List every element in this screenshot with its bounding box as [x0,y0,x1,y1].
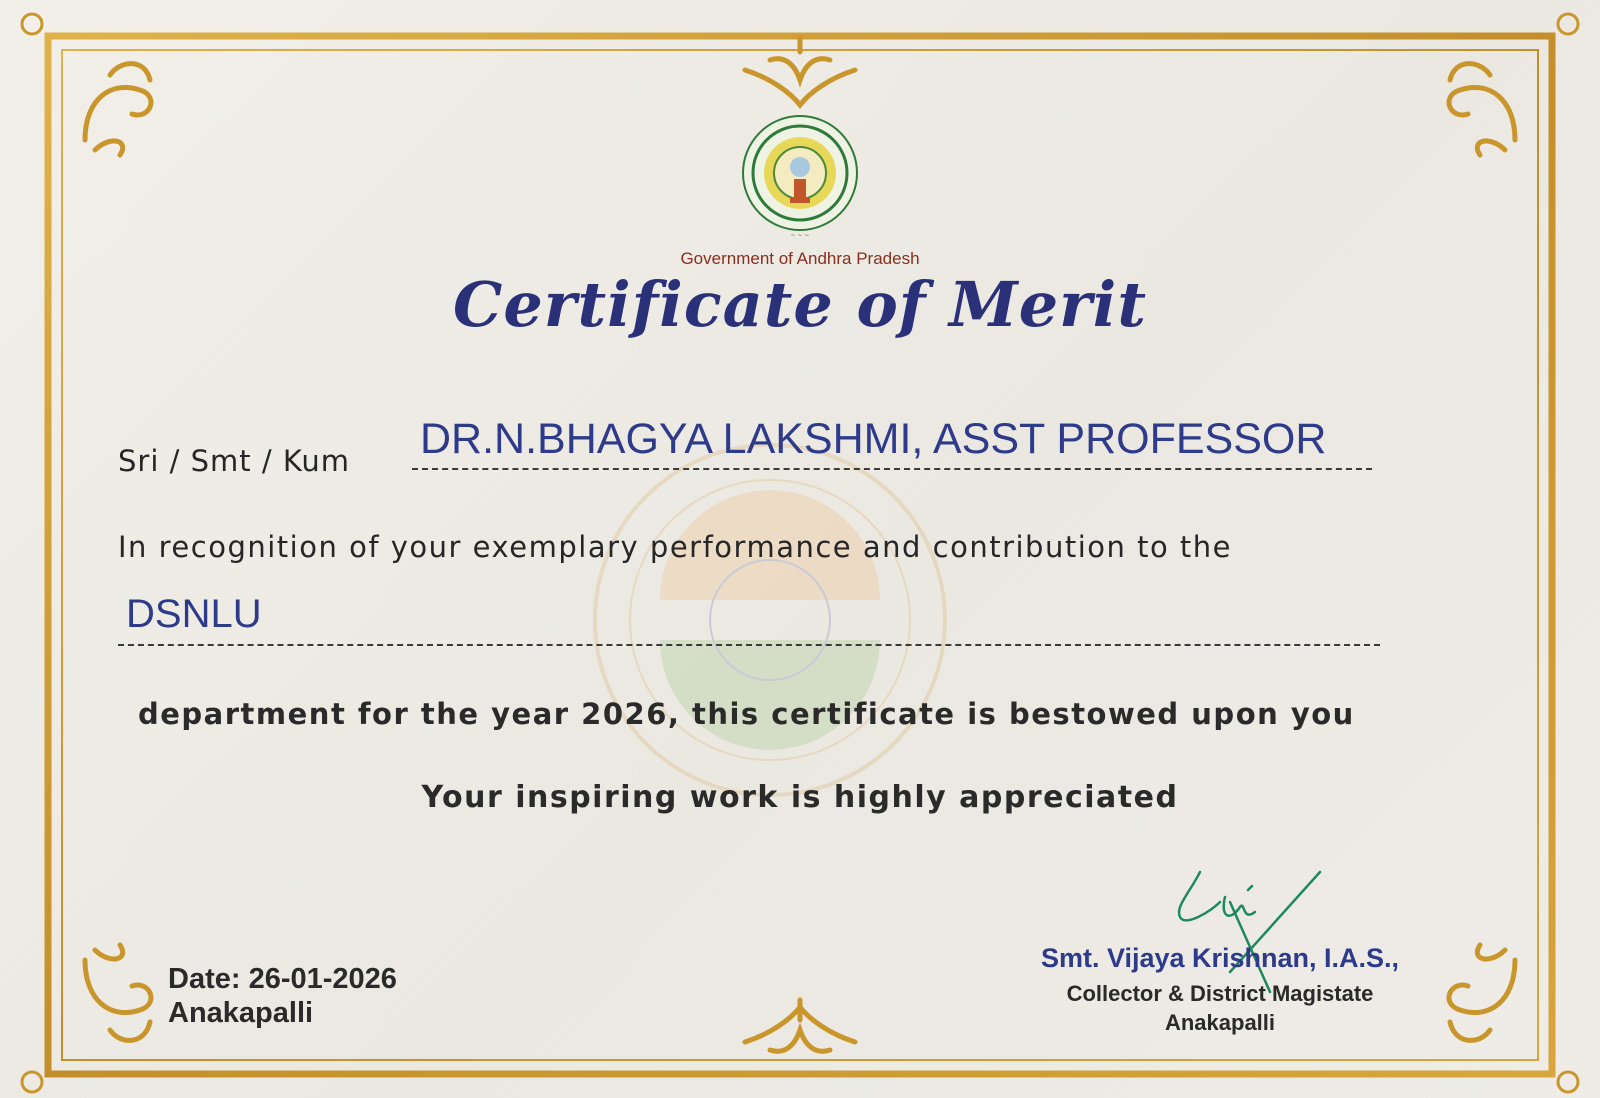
recipient-prefix: Sri / Smt / Kum [118,444,351,478]
issue-place: Anakapalli [168,997,314,1029]
state-emblem-icon [740,115,860,240]
signatory-place: Anakapalli [1164,1010,1276,1035]
corner-ornament-top-left [85,64,151,155]
bottom-center-ornament [745,1000,855,1051]
background-watermark [595,445,945,795]
corner-ornament-bottom-left [85,945,151,1040]
department-underline [118,644,1380,646]
year-statement: department for the year 2026, this certificate is bestowed upon you [138,697,1355,731]
department-name: DSNLU [126,592,262,636]
corner-ornament-top-right [1449,64,1515,155]
appreciation-text: Your inspiring work is highly appreciated [421,780,1179,815]
name-underline [412,468,1372,470]
signatory-name: Smt. Vijaya Krishnan, I.A.S., [1040,943,1400,973]
signatory-designation: Collector & District Magistate [1066,981,1374,1006]
issuer-name: Government of Andhra Pradesh [680,249,920,268]
recipient-name: DR.N.BHAGYA LAKSHMI, ASST PROFESSOR [420,415,1327,463]
svg-text:~ ~ ~: ~ ~ ~ [790,232,810,239]
top-center-ornament [745,38,855,105]
issue-date: Date: 26-01-2026 [168,963,397,995]
certificate-title: Certificate of Merit [452,268,1147,341]
recognition-text: In recognition of your exemplary performance and contribution to the [118,530,1233,564]
